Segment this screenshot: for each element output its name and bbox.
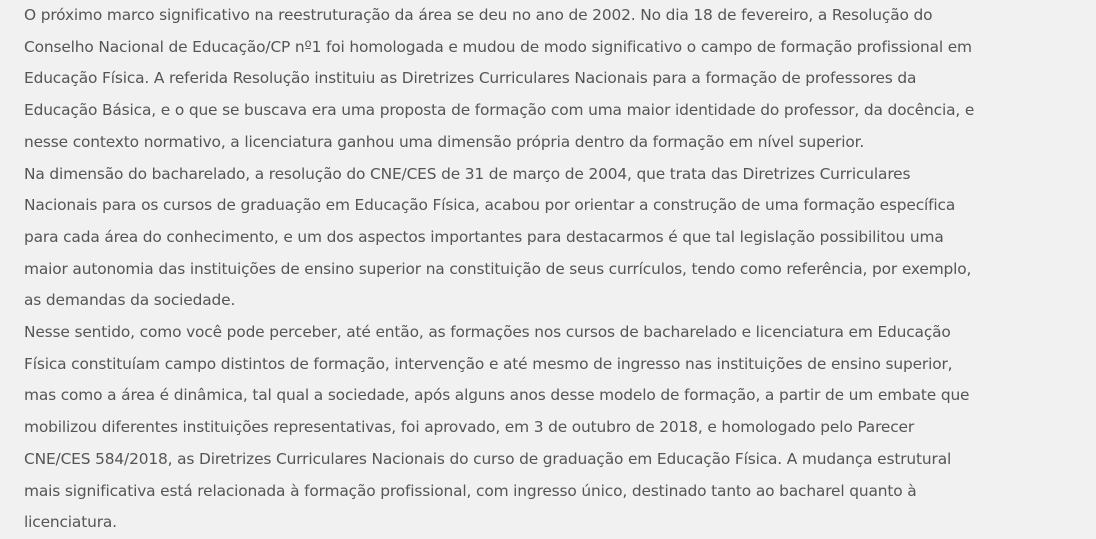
- text-line: Conselho Nacional de Educação/CP nº1 foi homologada e mudou de modo significativo o campo de formação profissional em: [24, 37, 972, 56]
- text-line: mais significativa está relacionada à formação profissional, com ingresso único, destinado tanto ao bacharel quanto à: [24, 481, 917, 500]
- text-line: maior autonomia das instituições de ensino superior na constituição de seus currículos, tendo como referência, por exemplo,: [24, 259, 972, 278]
- text-line: Educação Física. A referida Resolução instituiu as Diretrizes Curriculares Nacionais para a formação de professores da: [24, 69, 917, 88]
- text-line: Na dimensão do bacharelado, a resolução do CNE/CES de 31 de março de 2004, que trata das Diretrizes Curriculares: [24, 164, 911, 183]
- text-line: para cada área do conhecimento, e um dos aspectos importantes para destacarmos é que tal legislação possibilitou uma: [24, 227, 944, 246]
- paragraph-bacharelado-2004: [24, 159, 1024, 318]
- text-line: as demandas da sociedade.: [24, 291, 236, 310]
- text-line: Física constituíam campo distintos de formação, intervenção e até mesmo de ingresso nas instituições de ensino superior,: [24, 354, 953, 373]
- text-line: CNE/CES 584/2018, as Diretrizes Curriculares Nacionais do curso de graduação em Educação Física. A mudança estrutural: [24, 449, 952, 468]
- text-line: Nesse sentido, como você pode perceber, até então, as formações nos cursos de bacharelado e licenciatura em Educação: [24, 323, 951, 342]
- paragraph-licenciatura-2002: [24, 0, 1024, 159]
- text-line: O próximo marco significativo na reestruturação da área se deu no ano de 2002. No dia 18 de fevereiro, a Resolução do: [24, 6, 933, 24]
- text-line: Nacionais para os cursos de graduação em Educação Física, acabou por orientar a construção de uma formação específica: [24, 196, 956, 215]
- text-line: licenciatura.: [24, 513, 117, 532]
- paragraph-dcn-2018: [24, 317, 1024, 539]
- text-line: nesse contexto normativo, a licenciatura ganhou uma dimensão própria dentro da formação em nível superior.: [24, 132, 865, 151]
- text-line: Educação Básica, e o que se buscava era uma proposta de formação com uma maior identidade do professor, da docência, e: [24, 101, 975, 120]
- article-body: [24, 0, 1024, 539]
- text-line: mobilizou diferentes instituições representativas, foi aprovado, em 3 de outubro de 2018, e homologado pelo Parecer: [24, 418, 915, 437]
- text-line: mas como a área é dinâmica, tal qual a sociedade, após alguns anos desse modelo de formação, a partir de um embate que: [24, 386, 970, 405]
